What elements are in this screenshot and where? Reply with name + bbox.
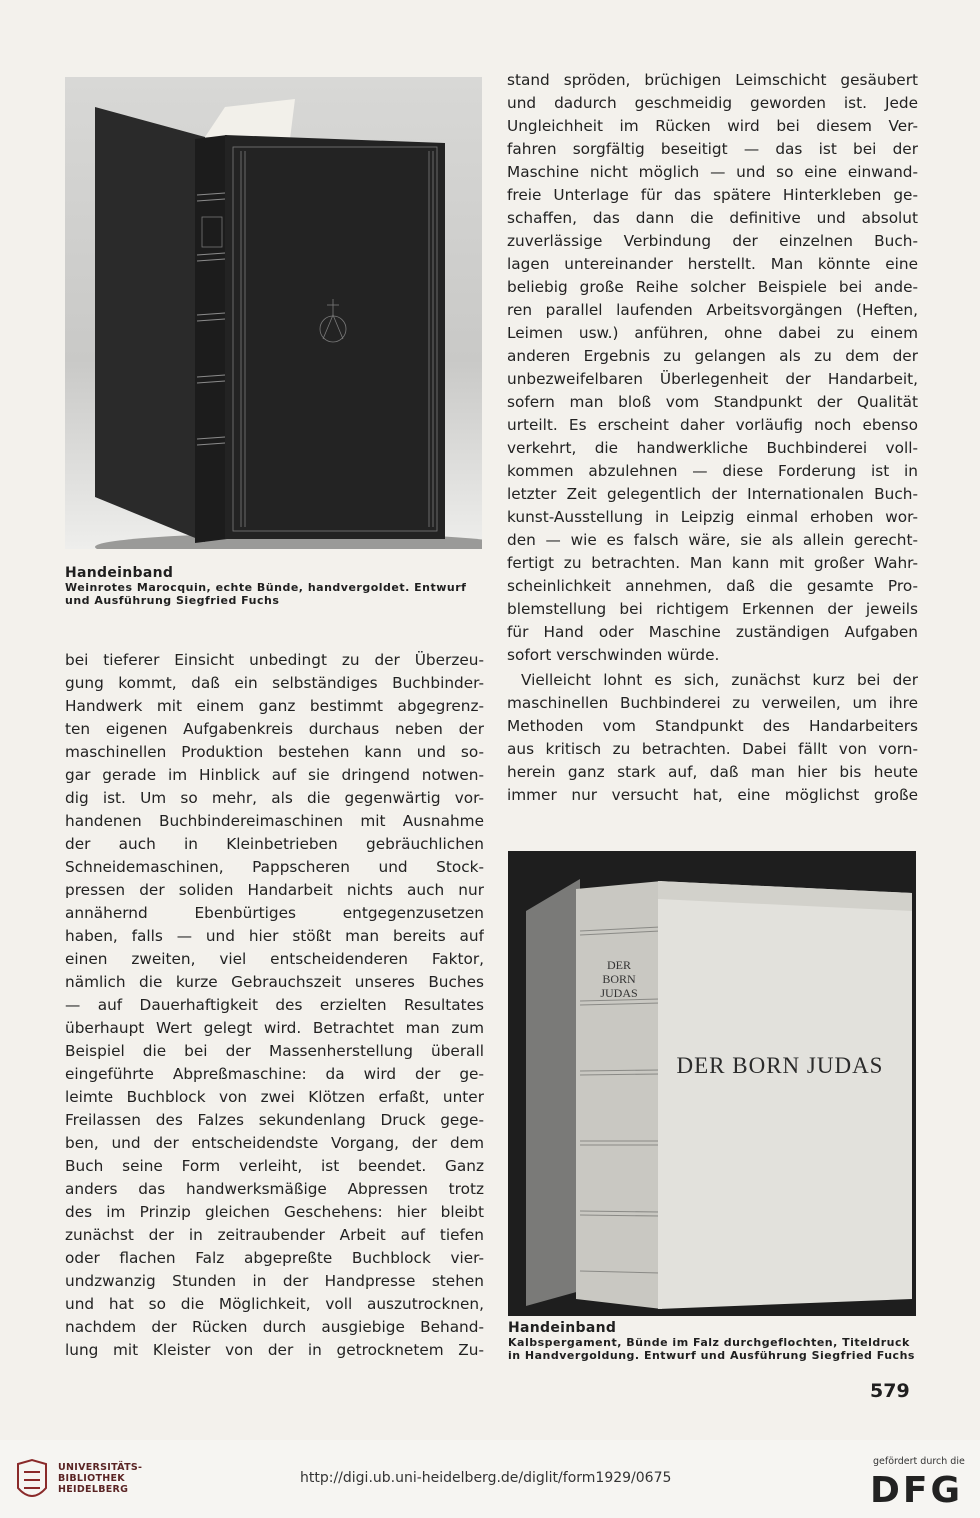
left-column-text — [65, 649, 484, 1362]
text-line: letzter Zeit gelegentlich der Internationalen Buch- — [507, 485, 918, 503]
text-line: einen zweiten, viel entscheidenderen Faktor, — [65, 950, 484, 968]
text-line: Beispiel die bei der Massenherstellung überall — [65, 1042, 484, 1060]
text-line: des im Prinzip gleichen Geschehens: hier bleibt — [65, 1203, 484, 1221]
page-number: 579 — [870, 1380, 910, 1402]
text-line: oder flachen Falz abgepreßte Buchblock vier- — [65, 1249, 484, 1267]
library-name-line: HEIDELBERG — [58, 1484, 129, 1495]
text-line: bei tieferer Einsicht unbedingt zu der Überzeu- — [65, 651, 484, 669]
text-line: verkehrt, die handwerkliche Buchbinderei voll- — [507, 439, 918, 457]
text-line: fertigt zu betrachten. Man kann mit großer Wahr- — [507, 554, 918, 572]
text-line: blemstellung bei richtigem Erkennen der jeweils — [507, 600, 918, 618]
library-name-line: UNIVERSITÄTS- — [58, 1462, 143, 1473]
text-line: — auf Dauerhaftigkeit des erzielten Resultates — [65, 996, 484, 1014]
text-line: sofern man bloß vom Standpunkt der Qualität — [507, 393, 918, 411]
text-line: lung mit Kleister von der in getrocknetem Zu- — [65, 1341, 484, 1359]
text-line: schaffen, das dann die definitive und absolut — [507, 209, 918, 227]
text-line: ren parallel laufenden Arbeitsvorgängen (Heften, — [507, 301, 918, 319]
figure-1-caption-line: Weinrotes Marocquin, echte Bünde, handvergoldet. Entwurf — [65, 581, 467, 594]
text-line: kunst-Ausstellung in Leipzig einmal erhoben wor- — [507, 508, 918, 526]
library-name-line: BIBLIOTHEK — [58, 1473, 125, 1484]
text-line: lagen untereinander herstellt. Man könnte eine — [507, 255, 918, 273]
text-line: maschinellen Buchbinderei zu verweilen, um ihre — [507, 694, 918, 712]
text-line: zuverlässige Verbindung der einzelnen Buch- — [507, 232, 918, 250]
figure-1-caption-title: Handeinband — [65, 565, 174, 581]
figure-2-caption-line: in Handvergoldung. Entwurf und Ausführung Siegfried Fuchs — [508, 1349, 915, 1362]
leather-book-illustration — [65, 77, 482, 549]
source-url-link[interactable]: http://digi.ub.uni-heidelberg.de/diglit/form1929/0675 — [300, 1470, 672, 1486]
text-line: herein ganz stark auf, daß man hier bis heute — [507, 763, 918, 781]
text-line: sofort verschwinden würde. — [507, 646, 720, 664]
text-line: pressen der soliden Handarbeit nichts auch nur — [65, 881, 484, 899]
text-line: und hat so die Möglichkeit, voll auszutrocknen, — [65, 1295, 484, 1313]
funding-note: gefördert durch die — [873, 1456, 965, 1467]
book-photo-1 — [65, 77, 482, 549]
text-line: haben, falls — und hier stößt man bereits auf — [65, 927, 484, 945]
text-line: Schneidemaschinen, Pappscheren und Stock- — [65, 858, 484, 876]
text-line: anderen Ergebnis zu gelangen als zu dem der — [507, 347, 918, 365]
figure-2-caption-title: Handeinband — [508, 1320, 617, 1336]
figure-1-caption — [65, 565, 485, 607]
text-line: überhaupt Wert gelegt wird. Betrachtet man zum — [65, 1019, 484, 1037]
text-line: Maschine nicht möglich — und so eine einwand- — [507, 163, 918, 181]
text-line: der auch in Kleinbetrieben gebräuchlichen — [65, 835, 484, 853]
digitization-footer — [0, 1440, 980, 1518]
figure-1-caption-line: und Ausführung Siegfried Fuchs — [65, 594, 280, 607]
text-line: und dadurch geschmeidig geworden ist. Jede — [507, 94, 918, 112]
spine-title-line: DER — [607, 958, 631, 972]
text-line: zunächst der in zeitraubender Arbeit auf tiefen — [65, 1226, 484, 1244]
text-line: leimte Buchblock von zwei Klötzen erfaßt, unter — [65, 1088, 484, 1106]
text-line: Leimen usw.) anführen, ohne dabei zu einem — [507, 324, 918, 342]
text-line: annähernd Ebenbürtiges entgegenzusetzen — [65, 904, 484, 922]
book-photo-2 — [508, 851, 916, 1316]
text-line: beliebig große Reihe solcher Beispiele bei ande- — [507, 278, 918, 296]
text-line: stand spröden, brüchigen Leimschicht gesäubert — [507, 71, 918, 89]
right-column-bottom-text — [507, 669, 918, 807]
text-line: den — wie es falsch wäre, sie als allein gerecht- — [507, 531, 918, 549]
text-line: nämlich die kurze Gebrauchszeit unseres Buches — [65, 973, 484, 991]
dfg-logo: DFG — [870, 1470, 964, 1511]
text-line: unbezweifelbaren Überlegenheit der Handarbeit, — [507, 370, 918, 388]
text-line: maschinellen Produktion bestehen kann und so- — [65, 743, 484, 761]
text-line: Buch seine Form verleiht, ist beendet. Ganz — [65, 1157, 484, 1175]
text-line: gung kommt, daß ein selbständiges Buchbinder- — [65, 674, 484, 692]
spine-title-line: BORN — [602, 972, 636, 986]
text-line: immer nur versucht hat, eine möglichst große — [507, 786, 918, 804]
text-line: dig ist. Um so mehr, als die gegenwärtig vor- — [65, 789, 484, 807]
text-line: kommen abzulehnen — diese Forderung ist in — [507, 462, 918, 480]
right-column-top-text — [507, 69, 918, 667]
text-line: fahren sorgfältig beseitigt — das ist bei der — [507, 140, 918, 158]
vellum-book-illustration — [508, 851, 916, 1316]
figure-2-caption-line: Kalbspergament, Bünde im Falz durchgeflochten, Titeldruck — [508, 1336, 910, 1349]
text-line: Freilassen des Falzes sekundenlang Druck gege- — [65, 1111, 484, 1129]
text-line: Methoden vom Standpunkt des Handarbeiters — [507, 717, 918, 735]
text-line: scheinlichkeit annehmen, daß die gesamte Pro- — [507, 577, 918, 595]
text-line: gar gerade im Hinblick auf sie dringend notwen- — [65, 766, 484, 784]
text-line: eingeführte Abpreßmaschine: da wird der ge- — [65, 1065, 484, 1083]
text-line: undzwanzig Stunden in der Handpresse stehen — [65, 1272, 484, 1290]
text-line: urteilt. Es erscheint daher vorläufig noch ebenso — [507, 416, 918, 434]
text-line: für Hand oder Maschine zuständigen Aufgaben — [507, 623, 918, 641]
text-line: freie Unterlage für das spätere Hinterkleben ge- — [507, 186, 918, 204]
university-library-logo-icon — [12, 1458, 52, 1508]
figure-2-caption — [508, 1320, 922, 1362]
text-line: handenen Buchbindereimaschinen mit Ausnahme — [65, 812, 484, 830]
cover-title: DER BORN JUDAS — [676, 1053, 884, 1078]
text-line: ben, und der entscheidendste Vorgang, der dem — [65, 1134, 484, 1152]
text-line: Handwerk mit einem ganz bestimmt abgegrenz- — [65, 697, 484, 715]
text-line: ten eigenen Aufgabenkreis durchaus neben der — [65, 720, 484, 738]
text-line: Vielleicht lohnt es sich, zunächst kurz bei der — [521, 671, 918, 689]
text-line: anders das handwerksmäßige Abpressen trotz — [65, 1180, 484, 1198]
library-name — [58, 1462, 142, 1495]
text-line: nachdem der Rücken durch ausgiebige Behand- — [65, 1318, 484, 1336]
spine-title-line: JUDAS — [600, 986, 638, 1000]
text-line: aus kritisch zu betrachten. Dabei fällt von vorn- — [507, 740, 918, 758]
text-line: Ungleichheit im Rücken wird bei diesem Ver- — [507, 117, 918, 135]
